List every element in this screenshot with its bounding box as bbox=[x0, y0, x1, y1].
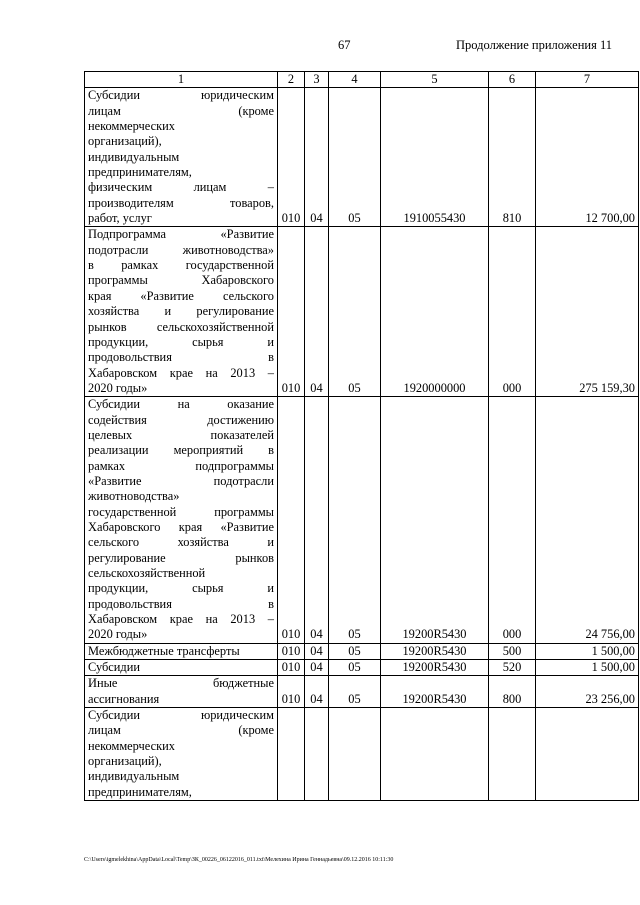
item-name-line: 2020 годы» bbox=[88, 380, 148, 395]
item-name-line: работ, услуг bbox=[88, 211, 152, 226]
amount: 24 756,00 bbox=[536, 397, 639, 644]
item-name-line: края «Развитие сельского bbox=[88, 288, 274, 303]
code-ministry: 010 bbox=[278, 88, 305, 227]
file-path-footer: C:\Users\igmelekhina\AppData\Local\Temp\ЗК_00226_06122016_011.txt\Мелехина Ирина Геннадьевна\09.12.2016 10:11:30 bbox=[84, 857, 394, 863]
item-name-line: государственной программы bbox=[88, 504, 274, 519]
item-name-line: Субсидии bbox=[88, 660, 140, 675]
table-row bbox=[85, 660, 639, 676]
budget-table bbox=[84, 71, 639, 801]
item-name-line: рамках подпрограммы bbox=[88, 458, 274, 473]
expense-type bbox=[489, 708, 536, 801]
expense-type: 500 bbox=[489, 643, 536, 659]
code-section: 04 bbox=[305, 676, 329, 708]
item-name bbox=[85, 643, 278, 659]
item-name-line: некоммерческих bbox=[88, 119, 175, 134]
code-ministry: 010 bbox=[278, 660, 305, 676]
target-article: 19200R5430 bbox=[381, 660, 489, 676]
expense-type: 810 bbox=[489, 88, 536, 227]
code-section: 04 bbox=[305, 397, 329, 644]
item-name-line: организаций), bbox=[88, 134, 162, 149]
item-name-line: продовольствия в bbox=[88, 596, 274, 611]
code-subsection bbox=[329, 708, 381, 801]
code-ministry bbox=[278, 708, 305, 801]
item-name-line: организаций), bbox=[88, 754, 162, 769]
item-name-line: продукции, сырья и bbox=[88, 581, 274, 596]
item-name-line: хозяйства и регулирование bbox=[88, 304, 274, 319]
item-name bbox=[85, 397, 278, 644]
code-subsection: 05 bbox=[329, 88, 381, 227]
item-name-line: содействия достижению bbox=[88, 412, 274, 427]
code-ministry: 010 bbox=[278, 397, 305, 644]
item-name bbox=[85, 676, 278, 708]
item-name-line: Подпрограмма «Развитие bbox=[88, 227, 274, 242]
code-section: 04 bbox=[305, 88, 329, 227]
item-name-line: предпринимателям, bbox=[88, 784, 192, 799]
item-name-line: Субсидии юридическим bbox=[88, 708, 274, 723]
target-article: 19200R5430 bbox=[381, 676, 489, 708]
target-article: 19200R5430 bbox=[381, 397, 489, 644]
item-name-line: физическим лицам – bbox=[88, 180, 274, 195]
code-section: 04 bbox=[305, 660, 329, 676]
continuation-title: Продолжение приложения 11 bbox=[455, 38, 612, 52]
table-row bbox=[85, 676, 639, 708]
code-ministry: 010 bbox=[278, 643, 305, 659]
code-section: 04 bbox=[305, 643, 329, 659]
item-name-line: некоммерческих bbox=[88, 738, 175, 753]
item-name bbox=[85, 88, 278, 227]
item-name-line: «Развитие подотрасли bbox=[88, 473, 274, 488]
item-name-line: Межбюджетные трансферты bbox=[88, 643, 240, 658]
item-name-line: сельского хозяйства и bbox=[88, 535, 274, 550]
target-article: 1910055430 bbox=[381, 88, 489, 227]
item-name-line: индивидуальным bbox=[88, 769, 180, 784]
item-name-line: целевых показателей bbox=[88, 427, 274, 442]
expense-type: 000 bbox=[489, 227, 536, 397]
code-section: 04 bbox=[305, 227, 329, 397]
code-section bbox=[305, 708, 329, 801]
col-header-4: 4 bbox=[329, 72, 381, 88]
table-row bbox=[85, 708, 639, 801]
item-name-line: программы Хабаровского bbox=[88, 273, 274, 288]
table-body bbox=[85, 72, 639, 801]
code-subsection: 05 bbox=[329, 643, 381, 659]
table-row bbox=[85, 227, 639, 397]
amount: 1 500,00 bbox=[536, 643, 639, 659]
item-name-line: реализации мероприятий в bbox=[88, 443, 274, 458]
col-header-5: 5 bbox=[381, 72, 489, 88]
page-number: 67 bbox=[338, 38, 351, 52]
item-name-line: сельскохозяйственной bbox=[88, 566, 206, 580]
item-name-line: Субсидии юридическим bbox=[88, 88, 274, 103]
item-name-line: продукции, сырья и bbox=[88, 334, 274, 349]
amount: 1 500,00 bbox=[536, 660, 639, 676]
amount: 275 159,30 bbox=[536, 227, 639, 397]
item-name bbox=[85, 708, 278, 801]
col-header-7: 7 bbox=[536, 72, 639, 88]
amount: 23 256,00 bbox=[536, 676, 639, 708]
col-header-2: 2 bbox=[278, 72, 305, 88]
item-name-line: рынков сельскохозяйственной bbox=[88, 319, 274, 334]
code-subsection: 05 bbox=[329, 397, 381, 644]
item-name-line: Хабаровского края «Развитие bbox=[88, 519, 274, 534]
target-article: 19200R5430 bbox=[381, 643, 489, 659]
item-name-line: Хабаровском крае на 2013 – bbox=[88, 612, 274, 627]
code-subsection: 05 bbox=[329, 227, 381, 397]
item-name-line: производителям товаров, bbox=[88, 195, 274, 210]
amount: 12 700,00 bbox=[536, 88, 639, 227]
item-name-line: 2020 годы» bbox=[88, 627, 148, 642]
item-name-line: лицам (кроме bbox=[88, 103, 274, 118]
item-name-line: регулирование рынков bbox=[88, 550, 274, 565]
expense-type: 000 bbox=[489, 397, 536, 644]
table-row bbox=[85, 397, 639, 644]
item-name bbox=[85, 660, 278, 676]
item-name-line: предпринимателям, bbox=[88, 165, 192, 180]
item-name-line: Субсидии на оказание bbox=[88, 397, 274, 412]
item-name-line: индивидуальным bbox=[88, 149, 180, 164]
target-article bbox=[381, 708, 489, 801]
item-name-line: Хабаровском крае на 2013 – bbox=[88, 365, 274, 380]
item-name-line: подотрасли животноводства» bbox=[88, 242, 274, 257]
item-name-line: животноводства» bbox=[88, 489, 180, 504]
col-header-1: 1 bbox=[85, 72, 278, 88]
header-row bbox=[85, 72, 639, 88]
code-ministry: 010 bbox=[278, 676, 305, 708]
amount bbox=[536, 708, 639, 801]
item-name-line: ассигнования bbox=[88, 691, 160, 706]
expense-type: 520 bbox=[489, 660, 536, 676]
expense-type: 800 bbox=[489, 676, 536, 708]
item-name-line: продовольствия в bbox=[88, 350, 274, 365]
table-row bbox=[85, 643, 639, 659]
code-subsection: 05 bbox=[329, 676, 381, 708]
table-row bbox=[85, 88, 639, 227]
col-header-6: 6 bbox=[489, 72, 536, 88]
code-ministry: 010 bbox=[278, 227, 305, 397]
item-name-line: лицам (кроме bbox=[88, 723, 274, 738]
code-subsection: 05 bbox=[329, 660, 381, 676]
col-header-3: 3 bbox=[305, 72, 329, 88]
item-name-line: в рамках государственной bbox=[88, 258, 274, 273]
item-name-line: Иные бюджетные bbox=[88, 676, 274, 691]
item-name bbox=[85, 227, 278, 397]
target-article: 1920000000 bbox=[381, 227, 489, 397]
